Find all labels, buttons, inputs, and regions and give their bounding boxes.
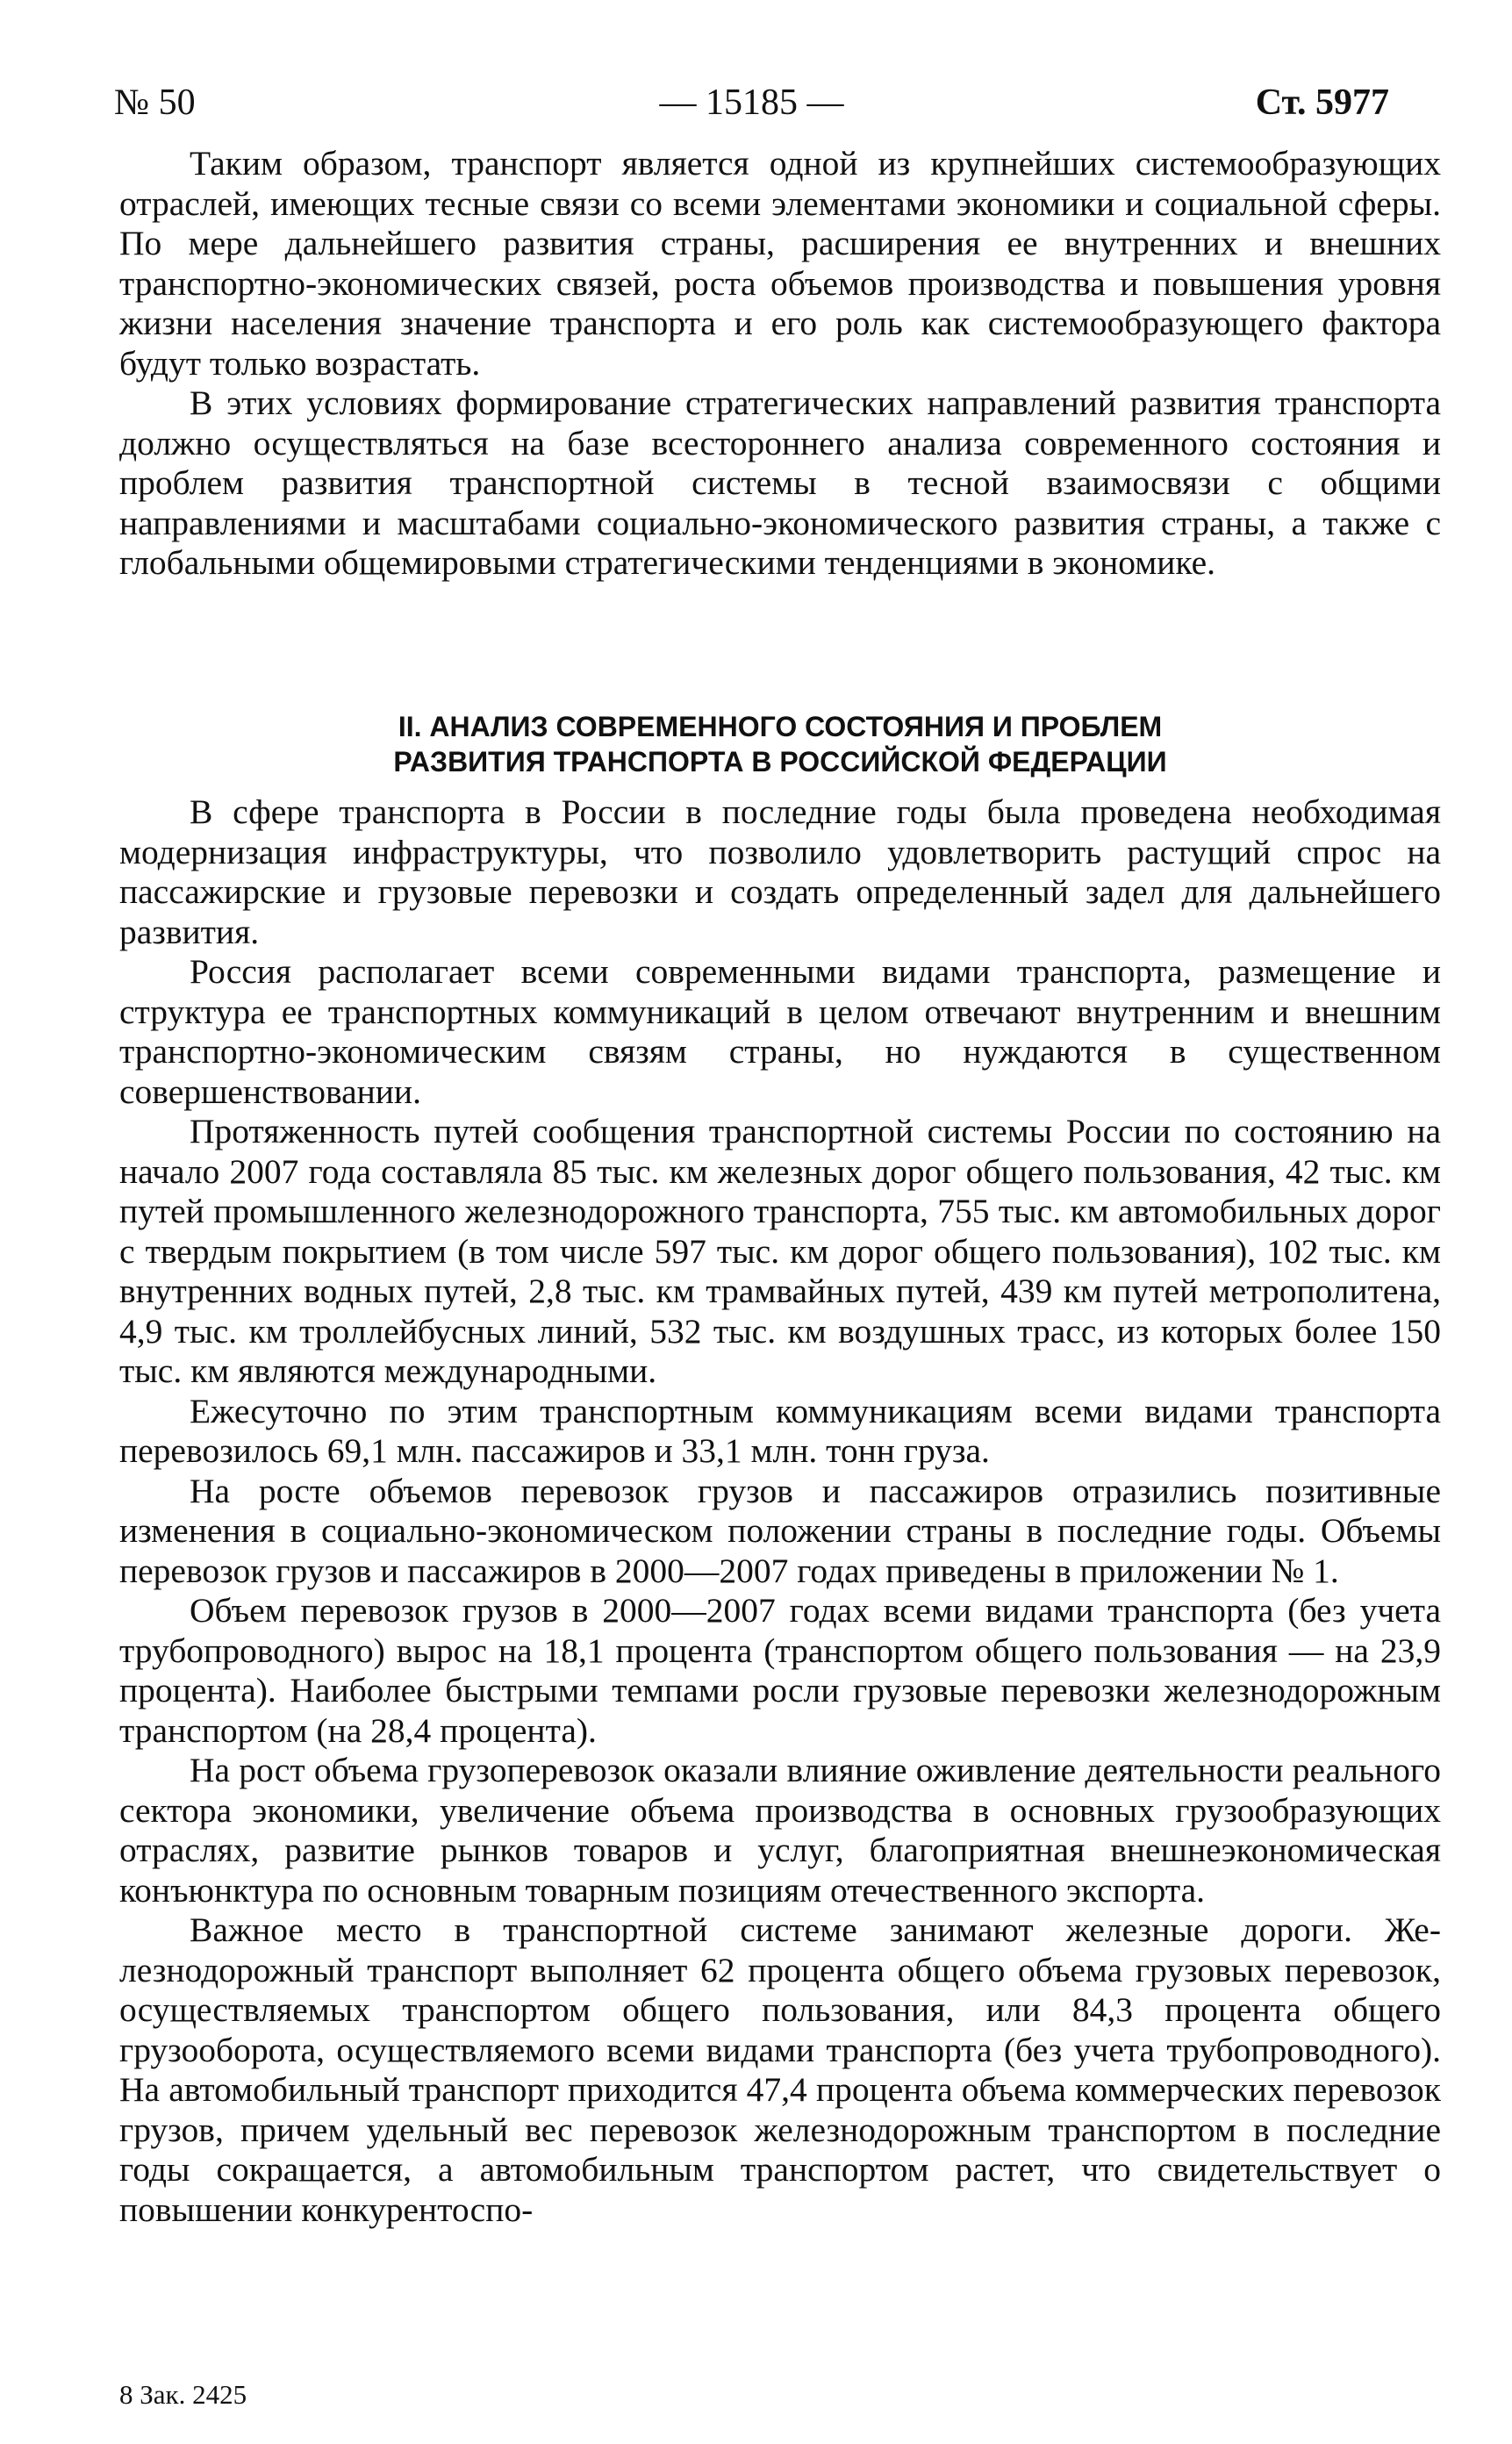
page-number: — 15185 — bbox=[659, 82, 844, 123]
paragraph: Россия располагает всеми современными видами транспорта, размещение и структура ее транспортных коммуникаций в целом отвечают внутренним и внешним транспортно-экономическим связям страны, но нуждаются в существенном совершенствовании. bbox=[119, 952, 1441, 1111]
section-heading-line: РАЗВИТИЯ ТРАНСПОРТА В РОССИЙСКОЙ ФЕДЕРАЦИИ bbox=[393, 746, 1167, 778]
paragraph: Ежесуточно по этим транспортным коммуникациям всеми видами транспорта перевозилось 69,1 млн. пассажиров и 33,1 млн. тонн груза. bbox=[119, 1391, 1441, 1470]
intro-text bbox=[119, 144, 1441, 584]
section-heading-line: II. АНАЛИЗ СОВРЕМЕННОГО СОСТОЯНИЯ И ПРОБЛЕМ bbox=[398, 711, 1163, 742]
paragraph: Объем перевозок грузов в 2000—2007 годах всеми видами транспорта (без учета трубопроводного) вырос на 18,1 процента (транспортом общего пользования — на 23,9 процента). Наиболее быстрыми темпами росли грузовые перевозки железнодорожным транспортом (на 28,4 процента). bbox=[119, 1591, 1441, 1750]
paragraph: На рост объема грузоперевозок оказали влияние оживление деятельности реального сектора экономики, увеличение объема производства в основных грузообразующих отраслях, развитие рынков товаров и услуг, благоприятная внешнеэкономическая конъюнктура по основным товарным позициям отечественного экспорта. bbox=[119, 1751, 1441, 1910]
paragraph: Важное место в транспортной системе занимают железные дороги. Железнодорожный транспорт выполняет 62 процента общего объема грузовых перевозок, осуществляемых транспортом общего пользования, или 84,3 процента общего грузооборота, осуществляемого всеми видами транспорта (без учета трубопроводного). На автомобильный транспорт приходится 47,4 процента объема коммерческих перевозок грузов, причем удельный вес перевозок железнодорожным транспортом в последние годы сокращается, а автомобильным транспортом растет, что свидетельствует о повышении конкурентоспо- bbox=[119, 1910, 1441, 2229]
paragraph: В этих условиях формирование стратегических направлений развития транспорта должно осуществляться на базе всестороннего анализа современного состояния и проблем развития транспортной системы в тесной взаимосвязи с общими направлениями и масштабами социально-экономического развития страны, а также с глобальными общемировыми стратегическими тенденциями в экономике. bbox=[119, 383, 1441, 582]
section-text bbox=[119, 792, 1441, 2230]
paragraph: На росте объемов перевозок грузов и пассажиров отразились позитивные изменения в социально-экономическом положении страны в последние годы. Объемы перевозок грузов и пассажиров в 2000—2007 годах приведены в приложении № 1. bbox=[119, 1471, 1441, 1590]
paragraph: Протяженность путей сообщения транспортной системы России по состоянию на начало 2007 года составляла 85 тыс. км железных дорог общего пользования, 42 тыс. км путей промышленного железнодорожного транспорта, 755 тыс. км автомобильных дорог с твердым покрытием (в том числе 597 тыс. км дорог общего пользования), 102 тыс. км внутренних водных путей, 2,8 тыс. км трамвайных путей, 439 км путей метрополитена, 4,9 тыс. км троллейбусных линий, 532 тыс. км воздушных трасс, из которых более 150 тыс. км являются международными. bbox=[119, 1112, 1441, 1390]
section-heading bbox=[119, 709, 1441, 779]
paragraph: В сфере транспорта в России в последние годы была проведена необходимая модернизация инфраструктуры, что позволило удовлетворить растущий спрос на пассажирские и грузовые перевозки и создать определенный задел для дальнейшего развития. bbox=[119, 792, 1441, 951]
page-header bbox=[114, 81, 1389, 125]
print-mark: 8 Зак. 2425 bbox=[119, 2379, 247, 2410]
paragraph: Таким образом, транспорт является одной из крупнейших системообразующих отраслей, имеющих тесные связи со всеми элементами экономики и социальной сферы. По мере дальнейшего развития страны, расширения ее внутренних и внешних транспортно-экономических связей, роста объемов производства и повышения уровня жизни населения значение транспорта и его роль как системообразующего фактора будут только возрастать. bbox=[119, 144, 1441, 383]
issue-number: № 50 bbox=[114, 82, 196, 123]
article-number: Ст. 5977 bbox=[1255, 82, 1389, 123]
